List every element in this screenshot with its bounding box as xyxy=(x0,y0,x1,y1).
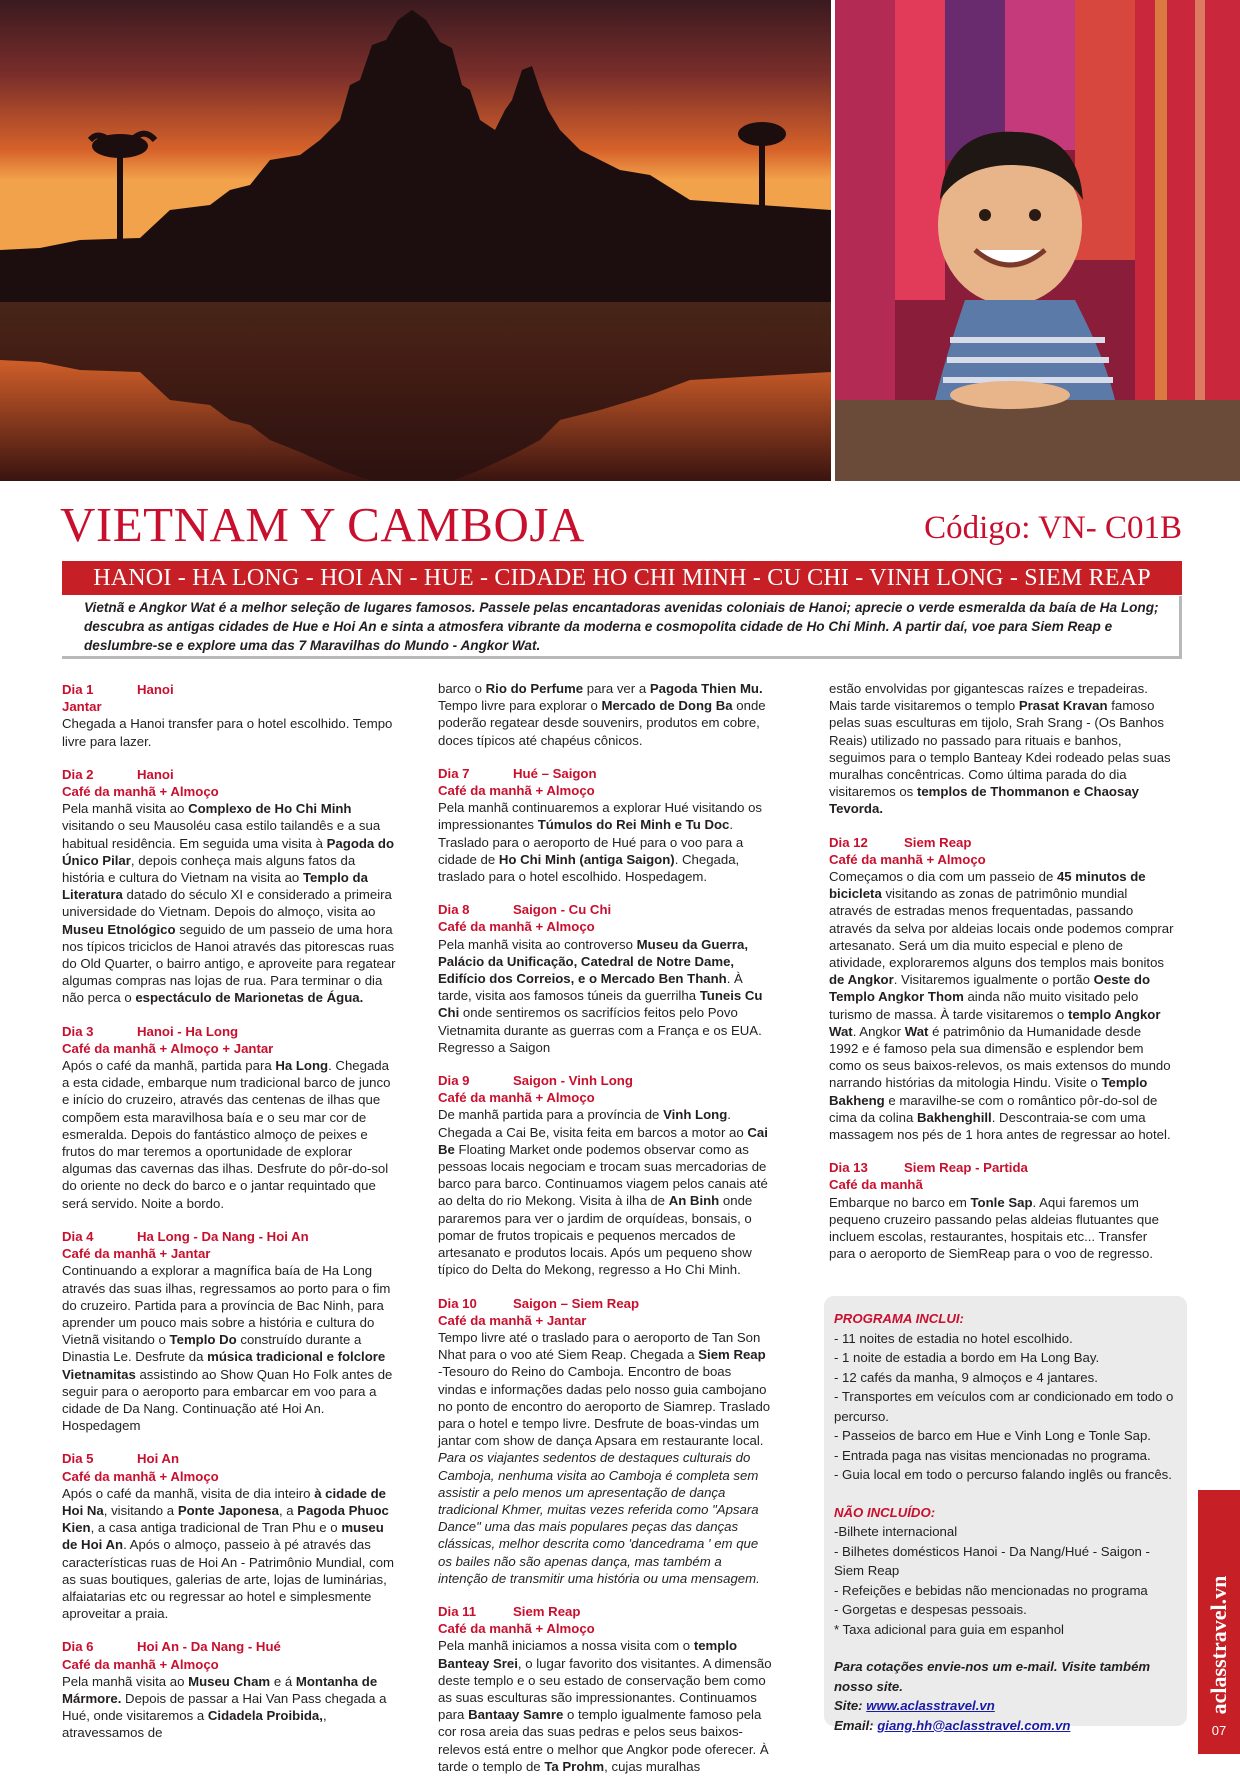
list-item: - Refeições e bebidas não mencionadas no programa xyxy=(834,1582,1148,1598)
day-11 xyxy=(438,1603,773,1775)
day-1 xyxy=(62,681,397,750)
list-item: -Bilhete internacional xyxy=(834,1524,958,1539)
day-text: Pela manhã iniciamos a nossa visita com o templo Banteay Srei, o lugar favorito dos visitantes. A dimensão deste templo e o seu estado de conservação bem como as suas esculturas são impressionantes. Continuamos para Bantaay Samre o templo igualmente famoso pela cor rosa areia das suas pedras e pelos seus baixos-relevos está entre o melhor que Angkor pode oferecer. À tarde o templo de Ta Prohm, cujas muralhas xyxy=(438,1638,772,1774)
day-text: Começamos o dia com um passeio de 45 minutos de bicicleta visitando as zonas de patrimônio mundial através de estradas menos frequentadas, passando através da selva por aldeias locais onde podemos comprar artesanato. Será um dia muito especial e pleno de atividade, exploraremos alguns dos templos mais bonitos de Angkor. Visitaremos igualmente o portão Oeste do Templo Angkor Thom ainda não muito visitado pelo turismo de massa. À tarde visitaremos o templo Angkor Wat. Angkor Wat é patrimônio da Humanidade desde 1992 e é famoso pela sua dimensão e esplendor bem como os seus baixos-relevos, os mais extensos do mundo narrando histórias da mitologia Hindu. Visite o Templo Bakheng e maravilhe-se com o romântico pôr-do-sol de cima da colina Bakhenghill. Descontraia-se com uma massagem nos pés de 1 hora antes de regressar ao hotel. xyxy=(829,869,1174,1143)
day-number: Dia 6 xyxy=(62,1639,94,1655)
day-meals: Café da manhã + Jantar xyxy=(438,1312,587,1328)
page-number: 07 xyxy=(1211,1723,1227,1738)
smiling-child-photo xyxy=(835,0,1240,481)
day-7 xyxy=(438,765,773,885)
day-meals: Café da manhã + Almoço xyxy=(62,784,219,800)
excludes-title: NÃO INCLUÍDO: xyxy=(834,1504,936,1520)
day-number: Dia 1 xyxy=(62,682,94,697)
day-meals: Café da manhã xyxy=(829,1177,923,1193)
day-place: Siem Reap - Partida xyxy=(904,1160,1028,1176)
day-10 xyxy=(438,1295,773,1587)
site-line: Site: www.aclasstravel.vn xyxy=(834,1698,995,1713)
day-place: Hué – Saigon xyxy=(513,765,597,781)
itinerary-column-1 xyxy=(62,681,397,1758)
day-text: estão envolvidas por gigantescas raízes e trepadeiras. Mais tarde visitaremos o templo Prasat Kravan famoso pelas suas esculturas em tijolo, Srah Srang - (Os Banhos Reais) utilizado no passado para rituais e banhos, seguimos para o templo Banteay Kdei rodeado pelas suas muralhas concêntricas. Como última parada do dia visitaremos os templos de Thommanon e Chaosay Tevorda. xyxy=(829,681,1171,817)
day-text: Após o café da manhã, visita de dia inteiro à cidade de Hoi Na, visitando a Ponte Japonesa, a Pagoda Phuoc Kien, a casa antiga tradicional de Tran Phu e o museu de Hoi An. Após o almoço, passeio à pé através das características ruas de Hoi An - Patrimônio Mundial, com as suas boutiques, galerias de arte, lojas de luminárias, alfaiatarias etc ou regressar ao hotel e simplesmente aproveitar a praia. xyxy=(62,1485,395,1622)
list-item: - 11 noites de estadia no hotel escolhido. xyxy=(834,1330,1073,1346)
day-text: barco o Rio do Perfume para ver a Pagoda Thien Mu. Tempo livre para explorar o Mercado de Dong Ba onde poderão regatear desde souvenirs, produtos em cobre, doces típicos até chapéus cônicos. xyxy=(438,681,766,748)
day-place: Saigon – Siem Reap xyxy=(513,1295,640,1311)
day-meals: Café da manhã + Almoço xyxy=(829,851,986,867)
day-text: Pela manhã visita ao Museu Cham e á Montanha de Mármore. Depois de passar a Hai Van Pass chegada a Hué, onde visitaremos a Cidadela Proibida,, atravessamos de xyxy=(62,1673,387,1741)
day-number: Dia 11 xyxy=(438,1603,477,1619)
apsara-note: Para os viajantes sedentos de destaques culturais do Camboja, nenhuma visita ao Camboja é completa sem assistir a pelo menos um apresentação de dança tradicional Khmer, muitas vezes referida como "Apsara Dance" uma das mais populares peças das danças clássicas, melhor descrita como 'dancedrama ' em que os bailes não são apenas dança, mas também a intenção de transmitir uma história ou uma mensagem. xyxy=(438,1450,760,1586)
tour-code: Código: VN- C01B xyxy=(924,510,1182,546)
day-text: Após o café da manhã, partida para Ha Long. Chegada a esta cidade, embarque num tradicional barco de junco e início do cruzeiro, através das centenas de ilhas que compõem esta maravilhosa baía e o seu mar cor de esmeralda. Depois do fantástico almoço de peixes e frutos do mar teremos a oportunidade de explorar algumas das cavernas das ilhas. Desfrute do pôr-do-sol do oriente no deck do barco e o jantar requintado que será servido. Noite a bordo. xyxy=(62,1058,391,1211)
day-3 xyxy=(62,1023,397,1212)
brand-text: aclasstravel.vn xyxy=(1206,1575,1231,1715)
list-item: - Transportes em veículos com ar condicionado em todo o percurso. xyxy=(834,1389,1174,1424)
day-place: Hoi An xyxy=(137,1451,179,1467)
day-text: Embarque no barco em Tonle Sap. Aqui faremos um pequeno cruzeiro passando pelas aldeias flutuantes que incluem escolas, restaurantes, hospitais etc... Transfer para o aeroporto de SiemReap para o voo de regresso. xyxy=(829,1194,1159,1262)
day-text: Pela manhã continuaremos a explorar Hué visitando os impressionantes Túmulos do Rei Minh e Tu Doc. Traslado para o aeroporto de Hué para o voo para a cidade de Ho Chi Minh (antiga Saigon). Chegada, traslado para o hotel escolhido. Hospedagem. xyxy=(438,800,763,885)
day-8 xyxy=(438,901,773,1056)
day-13 xyxy=(829,1159,1174,1262)
list-item: - Passeios de barco em Hue e Vinh Long e Tonle Sap. xyxy=(834,1428,1151,1443)
day-2 xyxy=(62,766,397,1007)
excludes-list xyxy=(834,1522,1177,1639)
program-info-box xyxy=(824,1296,1187,1733)
day-number: Dia 12 xyxy=(829,834,868,850)
day-meals: Café da manhã + Almoço xyxy=(438,919,595,935)
day-number: Dia 8 xyxy=(438,902,470,918)
day-4 xyxy=(62,1228,397,1434)
list-item: - Guia local em todo o percurso falando inglês ou francês. xyxy=(834,1467,1172,1482)
day-number: Dia 5 xyxy=(62,1451,94,1467)
list-item: - Entrada paga nas visitas mencionadas no programa. xyxy=(834,1447,1151,1463)
email-line: Email: giang.hh@aclasstravel.com.vn xyxy=(834,1717,1071,1733)
day-meals: Café da manhã + Almoço + Jantar xyxy=(62,1040,274,1056)
day-place: Siem Reap xyxy=(513,1603,581,1619)
day-text: Continuando a explorar a magnífica baía de Ha Long através das suas ilhas, regressamos ao porto para o fim do cruzeiro. Partida para a província de Bac Ninh, para aprender um pouco mais sobre a história e cultura do Vietnã visitando o Templo Do construído durante a Dinastia Le. Desfrute da música tradicional e folclore Vietnamitas assistindo ao Show Quan Ho Folk antes de seguir para o aeroporto para embarcar em voo para a cidade de Da Nang. Continuação até Hoi An. Hospedagem xyxy=(62,1263,393,1434)
day-number: Dia 4 xyxy=(62,1228,94,1244)
day-meals: Jantar xyxy=(62,699,102,715)
day-6 xyxy=(62,1638,397,1741)
day-number: Dia 2 xyxy=(62,766,94,782)
page-title: VIETNAM Y CAMBOJA xyxy=(60,497,585,552)
day-11-continued xyxy=(829,680,1174,818)
includes-title: PROGRAMA INCLUI: xyxy=(834,1311,964,1326)
day-number: Dia 9 xyxy=(438,1073,470,1089)
day-9 xyxy=(438,1072,773,1278)
day-place: Hanoi - Ha Long xyxy=(137,1023,239,1039)
day-meals: Café da manhã + Almoço xyxy=(62,1656,219,1672)
day-place: Saigon - Cu Chi xyxy=(513,902,612,918)
day-place: Hanoi xyxy=(137,682,174,697)
contact-text: Para cotações envie-nos um e-mail. Visite também nosso site. xyxy=(834,1659,1151,1694)
day-text: De manhã partida para a província de Vinh Long. Chegada a Cai Be, visita feita em barcos a motor ao Cai Be Floating Market onde podemos observar como as pessoas locais negociam e trocam suas mercadorias de barco para barco. Continuamos viagem pelos canais até ao delta do rio Mekong. Visita à ilha de An Binh onde pararemos para ver o jardim de orquídeas, bonsais, o pomar de frutos tropicais e pequenos mercados de artesanato e produtos locais. Após um pequeno show típico do Delta do Mekong, regresso a Ho Chi Minh. xyxy=(438,1107,768,1278)
day-place: Hoi An - Da Nang - Hué xyxy=(137,1639,281,1655)
angkor-wat-sunset-photo xyxy=(0,0,831,481)
site-link[interactable]: www.aclasstravel.vn xyxy=(866,1698,995,1713)
day-place: Hanoi xyxy=(137,766,174,782)
intro-text: Vietnã e Angkor Wat é a melhor seleção de lugares famosos. Passele pelas encantadoras avenidas coloniais de Hanoi; aprecie o verde esmeralda da baía de Ha Long; descubra as antigas cidades de Hue e Hoi An e sinta a atmosfera vibrante da moderna e cosmopolita cidade de Ho Chi Minh. A partir daí, voe para Siem Reap e deslumbre-se e explore uma das 7 Maravilhas do Mundo - Angkor Wat. xyxy=(62,596,1182,659)
day-text: Pela manhã visita ao controverso Museu da Guerra, Palácio da Unificação, Catedral de Notre Dame, Edifício dos Correios, e o Mercado Ben Thanh. À tarde, visita aos famosos túneis da guerrilha Tuneis Cu Chi onde sentiremos os sacrifícios feitos pelo Povo Vietnamita durante as guerras com a França e os EUA. Regresso a Saigon xyxy=(438,936,763,1055)
day-number: Dia 13 xyxy=(829,1160,868,1176)
brand-side-tab xyxy=(1198,1490,1240,1754)
day-meals: Café da manhã + Almoço xyxy=(438,1621,595,1637)
day-12 xyxy=(829,834,1174,1144)
day-meals: Café da manhã + Almoço xyxy=(438,783,595,799)
day-number: Dia 7 xyxy=(438,765,470,781)
day-place: Ha Long - Da Nang - Hoi An xyxy=(137,1228,309,1244)
day-text: Chegada a Hanoi transfer para o hotel escolhido. Tempo livre para lazer. xyxy=(62,716,393,749)
day-6-continued xyxy=(438,680,773,749)
day-place: Siem Reap xyxy=(904,834,972,850)
includes-list xyxy=(834,1329,1177,1485)
day-place: Saigon - Vinh Long xyxy=(513,1073,633,1089)
itinerary-column-3 xyxy=(829,681,1174,1279)
day-number: Dia 10 xyxy=(438,1295,477,1311)
list-item: - Bilhetes domésticos Hanoi - Da Nang/Hué - Saigon - Siem Reap xyxy=(834,1543,1150,1578)
day-meals: Café da manhã + Almoço xyxy=(62,1468,219,1484)
list-item: - 12 cafés da manha, 9 almoços e 4 jantares. xyxy=(834,1369,1098,1385)
email-link[interactable]: giang.hh@aclasstravel.com.vn xyxy=(877,1717,1071,1733)
day-5 xyxy=(62,1450,397,1622)
itinerary-column-2 xyxy=(438,681,773,1791)
list-item: - Gorgetas e despesas pessoais. xyxy=(834,1602,1027,1617)
day-text: Tempo livre até o traslado para o aeroporto de Tan Son Nhat para o voo até Siem Reap. Chegada a Siem Reap -Tesouro do Reino do Camboja. Encontro de boas vindas e informações dadas pelo nosso guia cambojano no ponto de encontro do aeroporto de Siamrep. Traslado para o hotel e tempo livre. Desfrute de boas-vindas um jantar com show de dança Apsara em restaurante local. xyxy=(438,1329,771,1449)
day-meals: Café da manhã + Almoço xyxy=(438,1090,595,1106)
day-number: Dia 3 xyxy=(62,1023,94,1039)
day-meals: Café da manhã + Jantar xyxy=(62,1246,211,1262)
route-banner: HANOI - HA LONG - HOI AN - HUE - CIDADE HO CHI MINH - CU CHI - VINH LONG - SIEM REAP xyxy=(62,561,1182,595)
hero-images xyxy=(0,0,1240,481)
list-item: * Taxa adicional para guia em espanhol xyxy=(834,1621,1064,1637)
list-item: - 1 noite de estadia a bordo em Ha Long Bay. xyxy=(834,1350,1100,1365)
day-text: Pela manhã visita ao Complexo de Ho Chi Minh visitando o seu Mausoléu casa estilo tailandês e a sua habitual residência. Em seguida uma visita à Pagoda do Único Pilar, depois conheça mais alguns fatos da história e cultura do Vietnam na visita ao Templo da Literatura datado do século XI e considerado a primeira universidade do Vietnam. Depois do almoço, visita ao Museu Etnológico seguido de um passeio de uma hora nos típicos triciclos de Hanoi através das pitorescas ruas do Old Quarter, o bairro antigo, e aproveite para regatear algumas compras nas lojas de rua. Para terminar o dia não perca o espectáculo de Marionetas de Água. xyxy=(62,801,396,1006)
